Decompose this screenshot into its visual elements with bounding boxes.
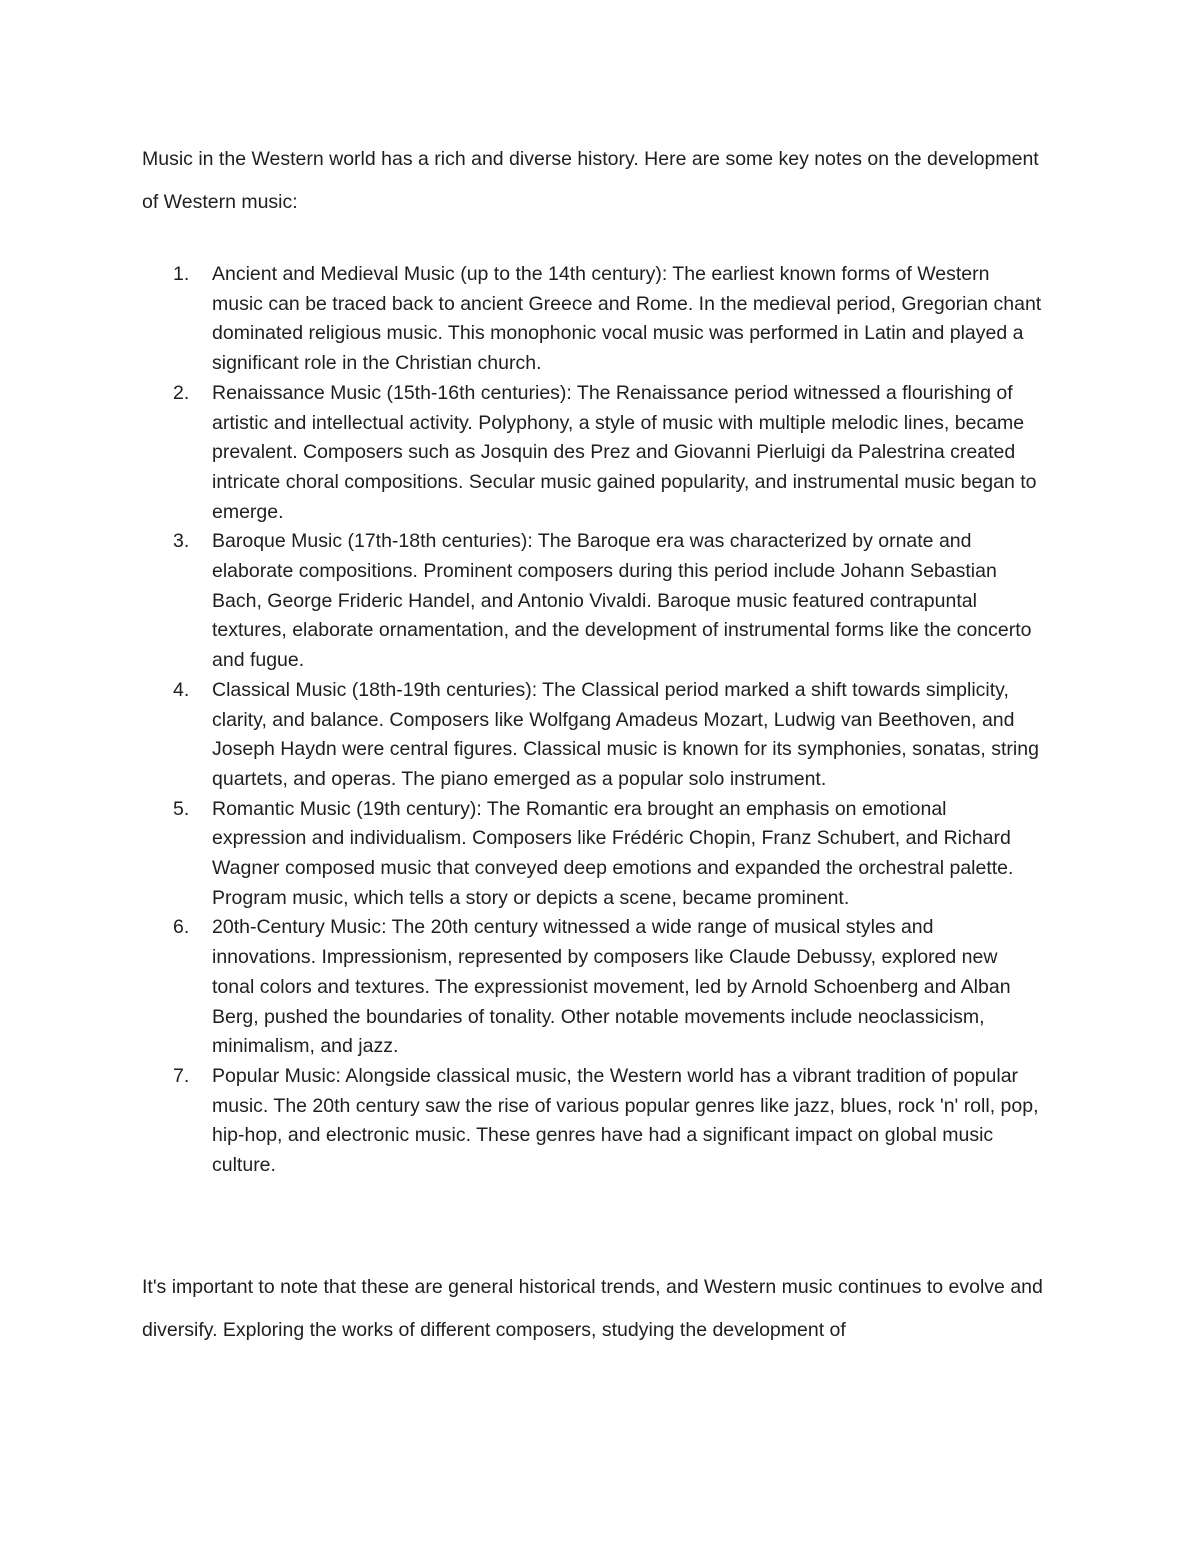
list-item-text: 20th-Century Music: The 20th century witnessed a wide range of musical styles and innovations. Impressionism, represented by composers like Claude Debussy, explored new tonal colors and textures. The expressionist movement, led by Arnold Schoenberg and Alban Berg, pushed the boundaries of tonality. Other notable movements include neoclassicism, minimalism, and jazz. <box>212 916 1011 1058</box>
intro-paragraph: Music in the Western world has a rich and diverse history. Here are some key notes on the development of Western music: <box>142 148 1039 213</box>
list-item-number: 2. <box>173 381 190 404</box>
list-item-number: 5. <box>173 797 190 820</box>
list-item <box>0 795 1200 914</box>
list-item <box>0 527 1200 676</box>
list-item-text: Popular Music: Alongside classical music, the Western world has a vibrant tradition of popular music. The 20th century saw the rise of various popular genres like jazz, blues, rock 'n' roll, pop, hip-hop, and electronic music. These genres have had a significant impact on global music culture. <box>212 1064 1039 1177</box>
list-item-text: Baroque Music (17th-18th centuries): The Baroque era was characterized by ornate and elaborate compositions. Prominent composers during this period include Johann Sebastian Bach, George Frideric Handel, and Antonio Vivaldi. Baroque music featured contrapuntal textures, elaborate ornamentation, and the development of instrumental forms like the concerto and fugue. <box>212 530 1032 672</box>
history-list <box>0 260 1200 1181</box>
list-item-text: Classical Music (18th-19th centuries): The Classical period marked a shift towards simplicity, clarity, and balance. Composers like Wolfgang Amadeus Mozart, Ludwig van Beethoven, and Joseph Haydn were central figures. Classical music is known for its symphonies, sonatas, string quartets, and operas. The piano emerged as a popular solo instrument. <box>212 678 1039 790</box>
list-item <box>0 1062 1200 1181</box>
list-item-number: 1. <box>173 263 190 285</box>
list-item-number: 4. <box>173 678 190 701</box>
list-item-text: Renaissance Music (15th-16th centuries): The Renaissance period witnessed a flourishing of artistic and intellectual activity. Polyphony, a style of music with multiple melodic lines, became prevalent. Composers such as Josquin des Prez and Giovanni Pierluigi da Palestrina created intricate choral compositions. Secular music gained popularity, and instrumental music began to emerge. <box>212 381 1037 523</box>
list-item-text: Ancient and Medieval Music (up to the 14th century): The earliest known forms of Western music can be traced back to ancient Greece and Rome. In the medieval period, Gregorian chant dominated religious music. This monophonic vocal music was performed in Latin and played a significant role in the Christian church. <box>212 263 1042 375</box>
list-item <box>0 913 1200 1062</box>
list-item-number: 3. <box>173 530 190 553</box>
closing-paragraph: It's important to note that these are general historical trends, and Western music continues to evolve and diversify. Exploring the works of different composers, studying the development of <box>142 1276 1043 1341</box>
list-item-text: Romantic Music (19th century): The Romantic era brought an emphasis on emotional expression and individualism. Composers like Frédéric Chopin, Franz Schubert, and Richard Wagner composed music that conveyed deep emotions and expanded the orchestral palette. Program music, which tells a story or depicts a scene, became prominent. <box>212 797 1014 909</box>
list-item <box>0 676 1200 795</box>
list-item <box>0 260 1200 379</box>
list-item <box>0 379 1200 528</box>
list-item-number: 7. <box>173 1064 190 1087</box>
list-item-number: 6. <box>173 916 190 939</box>
